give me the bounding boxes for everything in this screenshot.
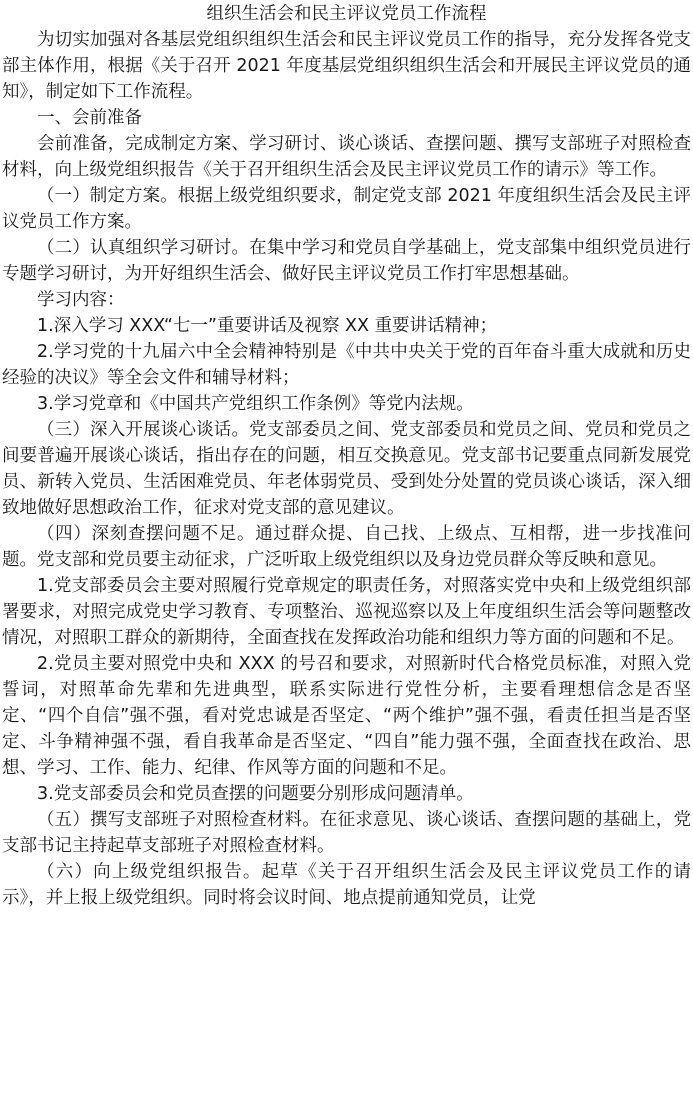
paragraph-intro: 为切实加强对各基层党组织组织生活会和民主评议党员工作的指导，充分发挥各党支部主体作用，根据《关于召开 2021 年度基层党组织组织生活会和开展民主评议党员的通知》，制定如下工作流程。 xyxy=(2,30,691,102)
document-title: 组织生活会和民主评议党员工作流程 xyxy=(206,4,487,24)
paragraph-study-content-label: 学习内容： xyxy=(37,290,125,310)
paragraph-problems-item-1: 1.党支部委员会主要对照履行党章规定的职责任务，对照落实党中央和上级党组织部署要求，对照完成党史学习教育、专项整治、巡视巡察以及上年度组织生活会等问题整改情况，对照职工群众的新期待，全面查找在发挥政治功能和组织力等方面的问题和不足。 xyxy=(2,576,691,648)
paragraph-step-study: （二）认真组织学习研讨。在集中学习和党员自学基础上，党支部集中组织党员进行专题学习研讨，为开好组织生活会、做好民主评议党员工作打牢思想基础。 xyxy=(2,238,691,284)
paragraph-preparation-summary: 会前准备，完成制定方案、学习研讨、谈心谈话、查摆问题、撰写支部班子对照检查材料，向上级党组织报告《关于召开组织生活会及民主评议党员工作的请示》等工作。 xyxy=(2,134,691,180)
paragraph-problems-item-3: 3.党支部委员会和党员查摆的问题要分别形成问题清单。 xyxy=(37,784,474,804)
paragraph-step-talks: （三）深入开展谈心谈话。党支部委员之间、党支部委员和党员之间、党员和党员之间要普遍开展谈心谈话，指出存在的问题，相互交换意见。党支部书记要重点同新发展党员、新转入党员、生活困难党员、年老体弱党员、受到处分处置的党员谈心谈话，深入细致地做好思想政治工作，征求对党支部的意见建议。 xyxy=(2,420,691,518)
paragraph-study-item-3: 3.学习党章和《中国共产党组织工作条例》等党内法规。 xyxy=(37,394,474,414)
paragraph-step-plan: （一）制定方案。根据上级党组织要求，制定党支部 2021 年度组织生活会及民主评议党员工作方案。 xyxy=(2,186,691,232)
paragraph-study-item-1: 1.深入学习 XXX“七一”重要讲话及视察 XX 重要讲话精神； xyxy=(37,316,498,336)
paragraph-step-materials: （五）撰写支部班子对照检查材料。在征求意见、谈心谈话、查摆问题的基础上，党支部书记主持起草支部班子对照检查材料。 xyxy=(2,810,691,856)
paragraph-step-problems: （四）深刻查摆问题不足。通过群众提、自己找、上级点、互相帮，进一步找准问题。党支部和党员要主动征求，广泛听取上级党组织以及身边党员群众等反映和意见。 xyxy=(2,524,691,570)
section-heading-preparation: 一、会前准备 xyxy=(37,108,142,128)
paragraph-problems-item-2: 2.党员主要对照党中央和 XXX 的号召和要求，对照新时代合格党员标准，对照入党誓词，对照革命先辈和先进典型，联系实际进行党性分析，主要看理想信念是否坚定、“四个自信”强不强，看对党忠诚是否坚定、“两个维护”强不强，看责任担当是否坚定、斗争精神强不强，看自我革命是否坚定、“四自”能力强不强，全面查找在政治、思想、学习、工作、能力、纪律、作风等方面的问题和不足。 xyxy=(2,654,691,778)
paragraph-step-report: （六）向上级党组织报告。起草《关于召开组织生活会及民主评议党员工作的请示》，并上报上级党组织。同时将会议时间、地点提前通知党员，让党 xyxy=(2,862,691,908)
paragraph-study-item-2: 2.学习党的十九届六中全会精神特别是《中共中央关于党的百年奋斗重大成就和历史经验的决议》等全会文件和辅导材料； xyxy=(2,342,691,388)
